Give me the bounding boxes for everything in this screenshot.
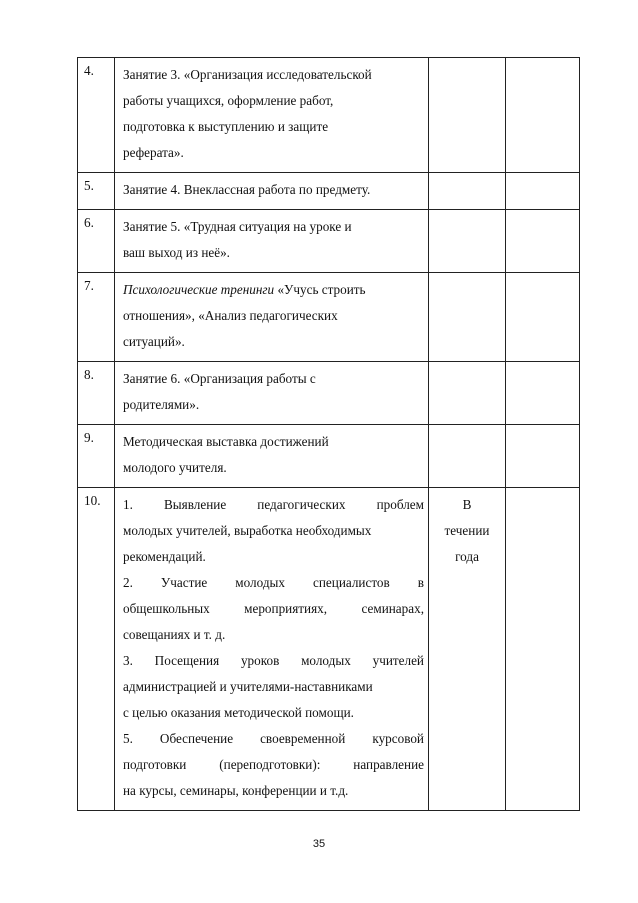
table-row (78, 488, 580, 811)
content-line: подготовки (переподготовки): направление (123, 757, 424, 772)
content-line: Занятие 4. Внеклассная работа по предмету. (123, 182, 371, 197)
content-line: совещаниях и т. д. (123, 627, 226, 642)
date-line: года (455, 549, 479, 564)
content-line: отношения», «Анализ педагогических (123, 308, 338, 323)
content-line: ваш выход из неё». (123, 245, 230, 260)
row-number: 8. (78, 362, 115, 425)
content-line: Занятие 3. «Организация исследовательской (123, 67, 372, 82)
content-line: работы учащихся, оформление работ, (123, 93, 334, 108)
row-date (429, 425, 506, 488)
row-date (429, 58, 506, 173)
table-row (78, 362, 580, 425)
content-line: общешкольных мероприятиях, семинарах, (123, 601, 424, 616)
italic-term: Психологические тренинги (123, 282, 275, 297)
row-number: 7. (78, 273, 115, 362)
content-line: Занятие 6. «Организация работы с (123, 371, 316, 386)
row-number: 6. (78, 210, 115, 273)
row-date (429, 210, 506, 273)
content-line: реферата». (123, 145, 184, 160)
row-content (115, 488, 429, 811)
row-content (115, 425, 429, 488)
content-line: ситуаций». (123, 334, 185, 349)
table-row (78, 58, 580, 173)
row-date (429, 362, 506, 425)
row-mark (506, 362, 580, 425)
content-line: администрацией и учителями-наставниками (123, 679, 373, 694)
content-line: молодого учителя. (123, 460, 227, 475)
table-row (78, 173, 580, 210)
row-mark (506, 425, 580, 488)
row-mark (506, 173, 580, 210)
content-line: молодых учителей, выработка необходимых (123, 523, 372, 538)
content-line: родителями». (123, 397, 200, 412)
row-date (429, 488, 506, 811)
row-mark (506, 58, 580, 173)
row-date (429, 173, 506, 210)
content-line: 5. Обеспечение своевременной курсовой (123, 731, 424, 746)
row-mark (506, 210, 580, 273)
table-row (78, 210, 580, 273)
row-mark (506, 488, 580, 811)
content-line: рекомендаций. (123, 549, 206, 564)
table-row (78, 425, 580, 488)
content-line (123, 277, 424, 303)
date-line: В (462, 497, 472, 512)
content-line-rest: «Учусь строить (274, 282, 366, 297)
content-line: 3. Посещения уроков молодых учителей (123, 653, 424, 668)
content-line: с целью оказания методической помощи. (123, 705, 354, 720)
page-number: 35 (312, 838, 326, 850)
content-line: подготовка к выступлению и защите (123, 119, 329, 134)
table-row (78, 273, 580, 362)
row-content (115, 273, 429, 362)
row-mark (506, 273, 580, 362)
content-line: Методическая выставка достижений (123, 434, 329, 449)
row-content (115, 58, 429, 173)
content-line: 2. Участие молодых специалистов в (123, 575, 424, 590)
content-line: 1. Выявление педагогических проблем (123, 497, 424, 512)
content-line: на курсы, семинары, конференции и т.д. (123, 783, 349, 798)
date-line: течении (444, 523, 490, 538)
row-number: 10. (78, 488, 115, 811)
row-number: 9. (78, 425, 115, 488)
row-content (115, 210, 429, 273)
row-content (115, 362, 429, 425)
row-date (429, 273, 506, 362)
plan-table (77, 57, 580, 811)
row-number: 4. (78, 58, 115, 173)
row-content (115, 173, 429, 210)
row-number: 5. (78, 173, 115, 210)
content-line: Занятие 5. «Трудная ситуация на уроке и (123, 219, 352, 234)
